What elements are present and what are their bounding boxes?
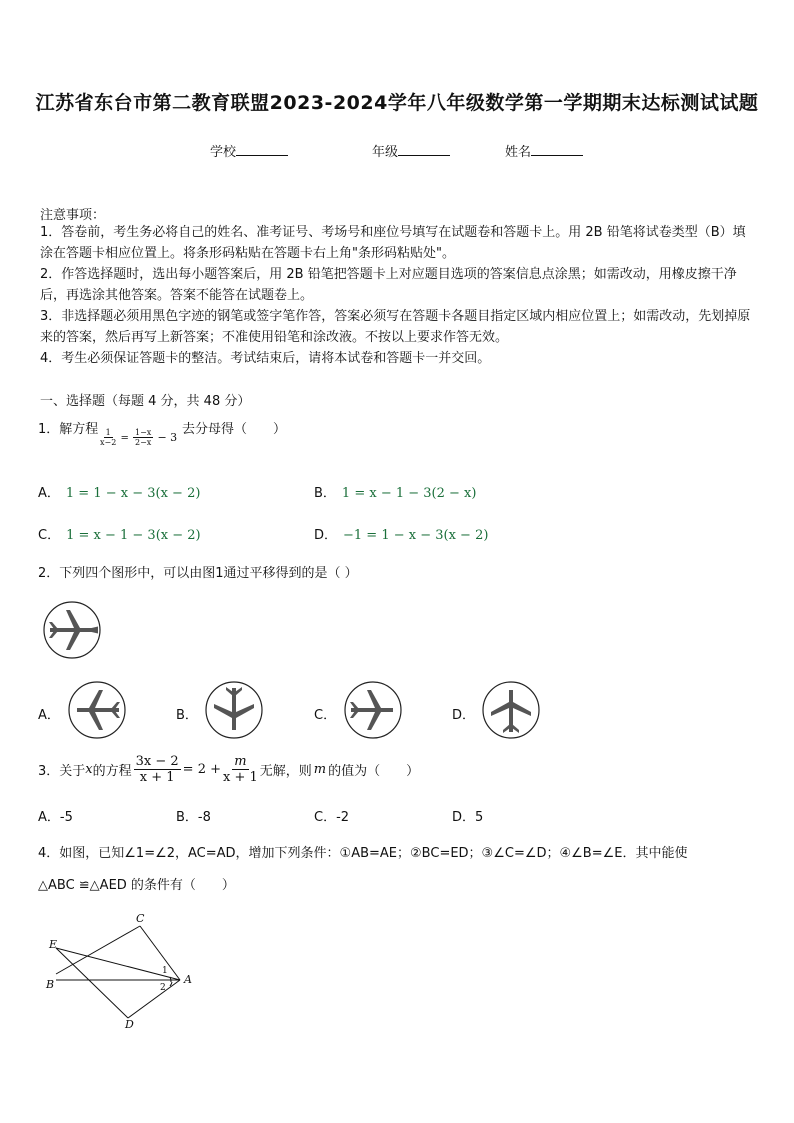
q1-option-a[interactable]: A． 1 = 1 − x − 3(x − 2) [38, 486, 201, 501]
name-blank[interactable] [531, 143, 583, 156]
q1-rhs-fraction: $\frac{1-x}{2-x}$ [134, 428, 152, 447]
airplane-figure-1-icon [42, 600, 102, 660]
grade-label: 年级 [372, 145, 399, 160]
label-c: C [136, 912, 145, 925]
q1-lhs-fraction: $\frac{1}{x-2}$ [100, 428, 117, 447]
name-label: 姓名 [505, 145, 532, 160]
q1-option-d[interactable]: D． −1 = 1 − x − 3(x − 2) [314, 528, 489, 543]
grade-field [372, 141, 450, 160]
q3-option-c[interactable]: C．-2 [314, 810, 350, 825]
question-4-line1: 4．如图，已知∠1=∠2，AC=AD，增加下列条件：①AB=AE；②BC=ED；③∠C=∠D；④∠B=∠E．其中能使 [38, 846, 688, 861]
airplane-option-b-icon[interactable] [204, 680, 264, 740]
page-title: 江苏省东台市第二教育联盟2023-2024学年八年级数学第一学期期末达标测试试题 [35, 92, 759, 114]
question-4-line2: △ABC ≌△AED 的条件有（ ） [38, 878, 235, 893]
label-e: E [49, 938, 58, 951]
school-label: 学校 [210, 145, 237, 160]
label-b: B [46, 978, 55, 991]
q1-suffix: 去分母得（ ） [182, 422, 287, 437]
airplane-option-a-icon[interactable] [67, 680, 127, 740]
school-field [210, 141, 288, 160]
label-a: A [184, 973, 192, 986]
notice-item: 4．考生必须保证答题卡的整洁。考试结束后，请将本试卷和答题卡一并交回。 [40, 351, 491, 366]
airplane-option-c-icon[interactable] [343, 680, 403, 740]
q2-option-a-label[interactable]: A． [38, 708, 60, 723]
q3-fraction-1: $\frac{3x - 2}{x + 1}$ [135, 754, 179, 785]
triangle-figure [40, 908, 210, 1038]
school-blank[interactable] [236, 143, 288, 156]
q1-option-c[interactable]: C． 1 = x − 1 − 3(x − 2) [38, 528, 201, 543]
q3-option-b[interactable]: B．-8 [176, 810, 211, 825]
notice-item: 2．作答选择题时，选出每小题答案后，用 2B 铅笔把答题卡上对应题目选项的答案信息点涂黑；如需改动，用橡皮擦干净后，再选涂其他答案。答案不能答在试题卷上。 [40, 267, 737, 303]
name-field [505, 141, 583, 160]
question-3-stem: 3．关于 x 的方程 $\frac{3x - 2}{x + 1}$ = 2 + $\frac{m}{x + 1}$ 无解，则 m 的值为（ ） [38, 754, 420, 785]
notice-item: 1．答卷前，考生务必将自己的姓名、准考证号、考场号和座位号填写在试题卷和答题卡上。用 2B 铅笔将试卷类型（B）填涂在答题卡相应位置上。将条形码粘贴在答题卡右上角"条形码粘贴处"。 [40, 225, 746, 261]
airplane-option-d-icon[interactable] [481, 680, 541, 740]
angle-label-1: 1 [162, 966, 168, 976]
section-heading: 一、选择题（每题 4 分，共 48 分） [40, 394, 251, 409]
q1-option-b[interactable]: B． 1 = x − 1 − 3(2 − x) [314, 486, 477, 501]
angle-label-2: 2 [160, 983, 166, 993]
notice-heading: 注意事项： [40, 208, 106, 223]
label-d: D [125, 1018, 134, 1031]
q1-equation: $\frac{1}{x-2}$ = $\frac{1-x}{2-x}$ − 3 [100, 428, 178, 447]
question-2-stem: 2．下列四个图形中，可以由图1通过平移得到的是（ ） [38, 566, 358, 581]
q1-prefix: 1．解方程 [38, 422, 99, 437]
q3-option-d[interactable]: D．5 [452, 810, 484, 825]
q2-option-d-label[interactable]: D． [452, 708, 476, 723]
q3-option-a[interactable]: A．-5 [38, 810, 73, 825]
grade-blank[interactable] [398, 143, 450, 156]
q2-option-c-label[interactable]: C． [314, 708, 337, 723]
question-1-stem [38, 418, 98, 437]
notice-item: 3．非选择题必须用黑色字迹的钢笔或签字笔作答，答案必须写在答题卡各题目指定区域内相应位置上；如需改动，先划掉原来的答案，然后再写上新答案；不准使用铅笔和涂改液。不按以上要求作答无效。 [40, 309, 751, 345]
q2-option-b-label[interactable]: B． [176, 708, 198, 723]
q3-fraction-2: $\frac{m}{x + 1}$ [223, 754, 258, 785]
